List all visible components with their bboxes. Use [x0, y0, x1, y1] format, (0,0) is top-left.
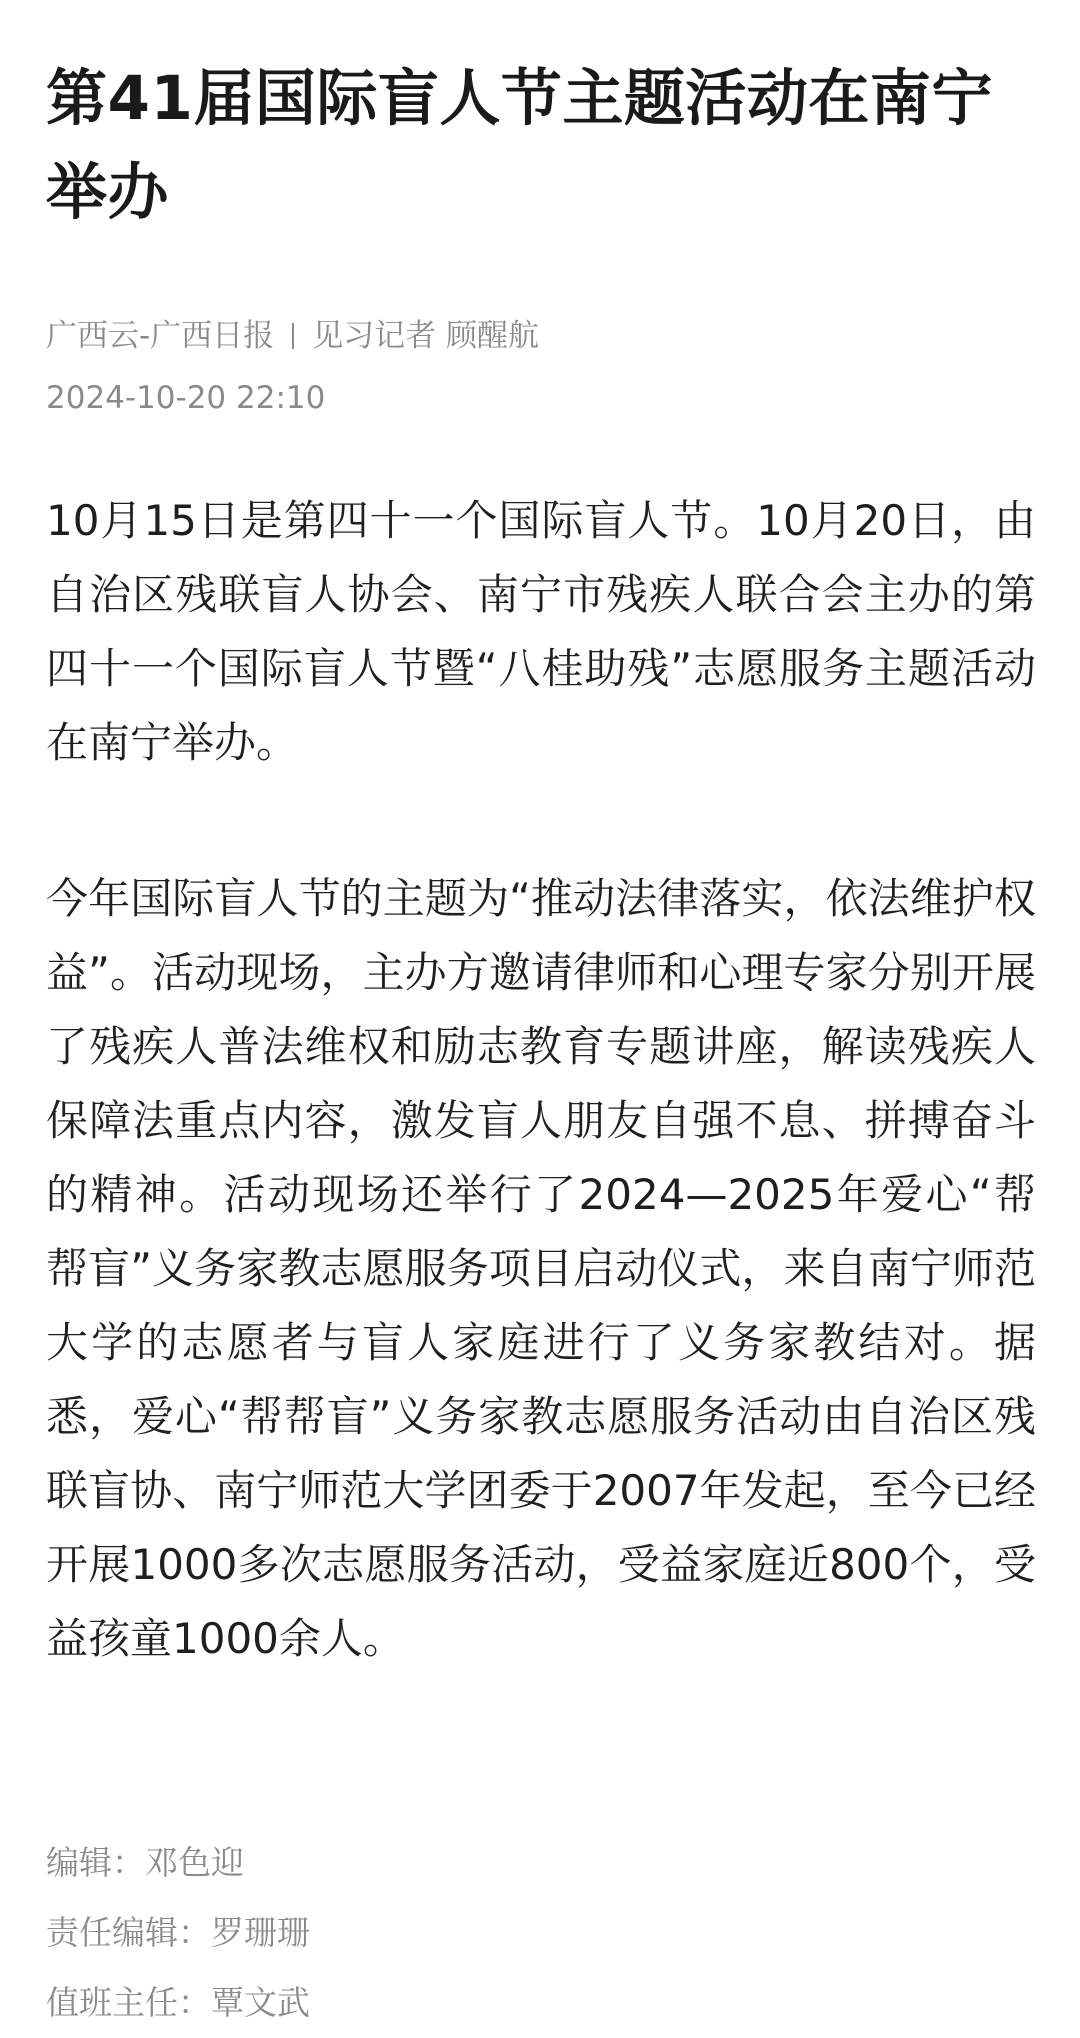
article-author: 见习记者 顾醒航 [312, 318, 540, 354]
article-source: 广西云-广西日报 [46, 318, 275, 354]
article-body [46, 484, 1036, 1676]
article-byline [46, 312, 1036, 360]
credit-editor: 编辑：邓色迎 [46, 1843, 244, 1882]
article-credits [46, 1828, 310, 2038]
credit-duty-director: 值班主任：覃文武 [46, 1983, 310, 2022]
article-paragraph: 今年国际盲人节的主题为“推动法律落实，依法维护权益”。活动现场，主办方邀请律师和心理专家分别开展了残疾人普法维权和励志教育专题讲座，解读残疾人保障法重点内容，激发盲人朋友自强不息、拼搏奋斗的精神。活动现场还举行了2024—2025年爱心“帮帮盲”义务家教志愿服务项目启动仪式，来自南宁师范大学的志愿者与盲人家庭进行了义务家教结对。据悉，爱心“帮帮盲”义务家教志愿服务活动由自治区残联盲协、南宁师范大学团委于2007年发起，至今已经开展1000多次志愿服务活动，受益家庭近800个，受益孩童1000余人。 [46, 874, 1036, 1663]
article-title: 第41届国际盲人节主题活动在南宁举办 [46, 63, 993, 228]
article-paragraph: 10月15日是第四十一个国际盲人节。10月20日，由自治区残联盲人协会、南宁市残疾人联合会主办的第四十一个国际盲人节暨“八桂助残”志愿服务主题活动在南宁举办。 [46, 496, 1036, 767]
article-timestamp: 2024-10-20 22:10 [46, 380, 326, 416]
credit-responsible-editor: 责任编辑：罗珊珊 [46, 1913, 310, 1952]
byline-divider [292, 323, 294, 349]
